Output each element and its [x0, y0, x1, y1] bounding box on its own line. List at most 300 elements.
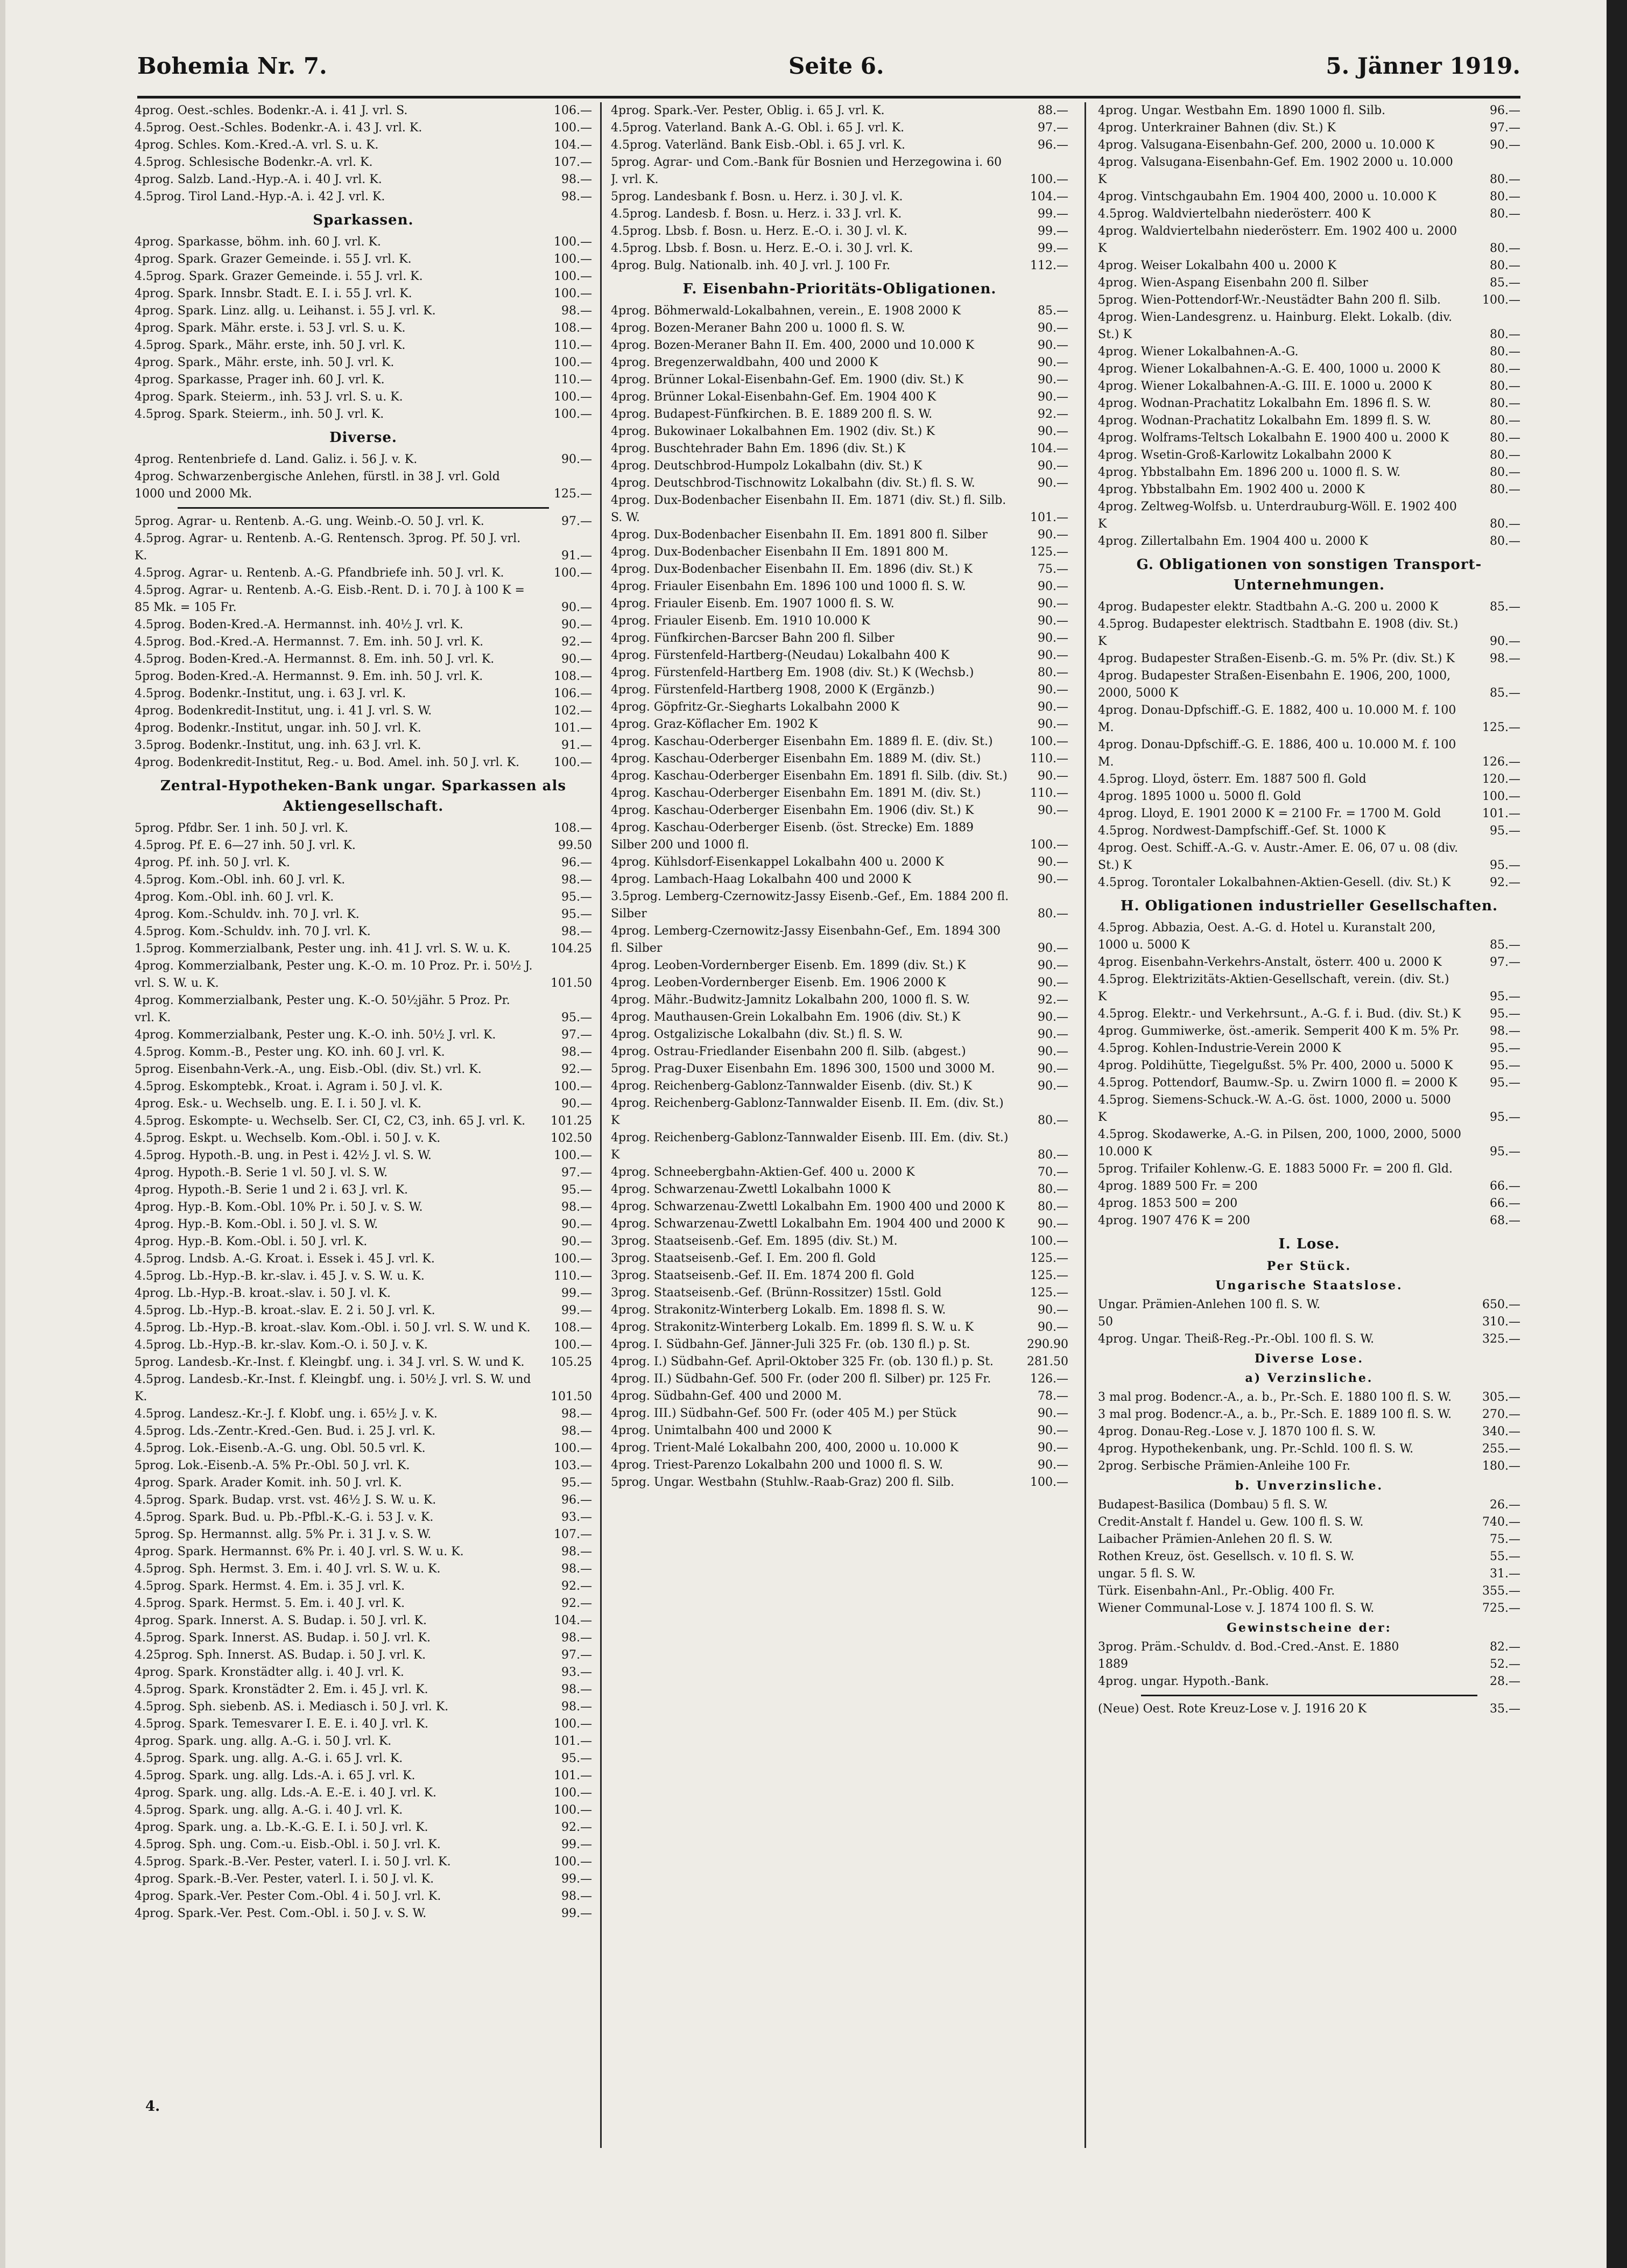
quote-value: 80.—: [1490, 173, 1520, 186]
security-name: 4prog. Strakonitz-Winterberg Lokalb. Em. 1899 fl. S. W. u. K: [611, 1321, 974, 1334]
listing-row: [1098, 1331, 1520, 1348]
security-name: 4prog. Wiener Lokalbahnen-A.-G.: [1098, 345, 1299, 359]
quote-value: 90.—: [1038, 631, 1068, 645]
listing-row: [135, 1027, 592, 1044]
security-name: 4.5prog. Agrar- u. Rentenb. A.-G. Eisb.-Rent. D. i. 70 J. à 100 K = 85 Mk. = 105 Fr.: [135, 584, 529, 614]
listing-row: [611, 1095, 1068, 1129]
quote-value: 101.—: [1482, 807, 1520, 820]
listing-row: [135, 1664, 592, 1681]
listing-row: [1098, 771, 1520, 788]
quote-value: 80.—: [1038, 666, 1068, 679]
security-name: 4prog. Valsugana-Eisenbahn-Gef. 200, 2000 u. 10.000 K: [1098, 138, 1435, 152]
security-name: 4prog. ungar. Hypoth.-Bank.: [1098, 1675, 1269, 1688]
listing-row: [135, 1233, 592, 1251]
security-name: 4.5prog. Elektr.- und Verkehrsunt., A.-G. f. i. Bud. (div. St.) K: [1098, 1007, 1461, 1021]
quote-value: 95.—: [1490, 1076, 1520, 1090]
listing-row: [135, 1423, 592, 1440]
listing-row: [1098, 919, 1520, 954]
listing-row: [135, 513, 592, 530]
quote-value: 98.—: [561, 1200, 592, 1214]
listing-row: [135, 1767, 592, 1785]
listing-row: [135, 565, 592, 582]
quote-value: 100.—: [554, 1786, 592, 1800]
listing-row: [611, 1422, 1068, 1440]
listing-row: [135, 1440, 592, 1457]
listing-row: [1098, 1583, 1520, 1600]
listing-row: [611, 440, 1068, 458]
listing-row: [1098, 464, 1520, 481]
listing-row: [1098, 188, 1520, 206]
security-name: 4prog. I. Südbahn-Gef. Jänner-Juli 325 Fr. (ob. 130 fl.) p. St.: [611, 1338, 970, 1351]
listing-row: [135, 268, 592, 285]
quote-value: 98.—: [561, 925, 592, 938]
listing-row: [135, 171, 592, 188]
listing-row: [1098, 1006, 1520, 1023]
security-name: 4prog. Donau-Reg.-Lose v. J. 1870 100 fl. S. W.: [1098, 1425, 1376, 1438]
security-name: 4prog. 1853 500 = 200: [1098, 1197, 1238, 1210]
security-name: 4.5prog. Spark. Steierm., inh. 50 J. vrl. K.: [135, 408, 384, 421]
section-rule: [1141, 1695, 1477, 1696]
listing-row: [611, 819, 1068, 854]
quote-value: 110.—: [554, 339, 592, 352]
quote-value: 650.—: [1482, 1298, 1520, 1311]
listing-row: [1098, 823, 1520, 840]
security-name: 4.5prog. Nordwest-Dampfschiff.-Gef. St. 1000 K: [1098, 824, 1386, 838]
listing-row: [611, 802, 1068, 819]
quote-value: 90.—: [1038, 804, 1068, 817]
listing-row: [1098, 1075, 1520, 1092]
quote-value: 92.—: [561, 1579, 592, 1593]
quote-value: 99.—: [1038, 207, 1068, 221]
quote-value: 98.—: [561, 1407, 592, 1421]
listing-row: [135, 102, 592, 120]
listing-row: [1098, 257, 1520, 275]
listing-row: [135, 1182, 592, 1199]
security-name: 4prog. Bodenkredit-Institut, ung. i. 41 J. vrl. S. W.: [135, 704, 432, 718]
security-name: 4prog. Ungar. Theiß-Reg.-Pr.-Obl. 100 fl. S. W.: [1098, 1332, 1375, 1346]
listing-row: [135, 703, 592, 720]
security-name: 4prog. Spark. Kronstädter allg. i. 40 J. vrl. K.: [135, 1666, 404, 1679]
quote-value: 90.—: [1038, 390, 1068, 404]
quote-value: 90.—: [1038, 321, 1068, 335]
listing-row: [611, 1216, 1068, 1233]
quote-value: 80.—: [1490, 362, 1520, 376]
quote-value: 90.—: [1490, 138, 1520, 152]
security-name: 4prog. Ybbstalbahn Em. 1902 400 u. 2000 K: [1098, 483, 1365, 496]
listing-row: [611, 1267, 1068, 1284]
security-name: 4.5prog. Waldviertelbahn niederösterr. 400 K: [1098, 207, 1371, 221]
quote-value: 290.90: [1027, 1338, 1068, 1351]
security-name: 50: [1098, 1315, 1113, 1329]
security-name: 4prog. Valsugana-Eisenbahn-Gef. Em. 1902 2000 u. 10.000 K: [1098, 156, 1457, 186]
listing-row: [1098, 616, 1520, 650]
page-left-edge: [0, 0, 5, 2268]
quote-value: 100.—: [554, 566, 592, 580]
security-name: 4prog. 1907 476 K = 200: [1098, 1214, 1250, 1227]
listing-row: [135, 889, 592, 906]
security-name: 4prog. Spark., Mähr. erste, inh. 50 J. vrl. K.: [135, 356, 395, 369]
quote-value: 95.—: [1490, 990, 1520, 1003]
security-name: Ungar. Prämien-Anlehen 100 fl. S. W.: [1098, 1298, 1321, 1311]
security-name: 4.5prog. Landesb.-Kr.-Inst. f. Kleingbf. ung. i. 50½ J. vrl. S. W. und K.: [135, 1373, 535, 1403]
quote-value: 90.—: [1038, 976, 1068, 989]
security-name: Wiener Communal-Lose v. J. 1874 100 fl. S. W.: [1098, 1602, 1375, 1615]
listing-row: [135, 337, 592, 354]
quote-value: 90.—: [1038, 373, 1068, 387]
security-name: 4prog. Bozen-Meraner Bahn II. Em. 400, 2000 und 10.000 K: [611, 339, 975, 352]
quote-value: 70.—: [1038, 1165, 1068, 1179]
listing-row: [1098, 668, 1520, 702]
listing-row: [1098, 874, 1520, 891]
security-name: 4prog. Böhmerwald-Lokalbahnen, verein., E. 1908 2000 K: [611, 304, 961, 318]
quote-value: 305.—: [1482, 1391, 1520, 1404]
security-name: 4.5prog. Budapester elektrisch. Stadtbahn E. 1908 (div. St.) K: [1098, 617, 1462, 648]
security-name: 4.5prog. Spark.-B.-Ver. Pester, vaterl. I. i. 50 J. vrl. K.: [135, 1855, 451, 1869]
listing-row: [611, 406, 1068, 423]
listing-row: [1098, 343, 1520, 361]
quote-value: 98.—: [561, 1683, 592, 1696]
security-name: 4.5prog. Schlesische Bodenkr.-A. vrl. K.: [135, 156, 373, 169]
listing-row: [611, 371, 1068, 389]
listing-row: [611, 102, 1068, 120]
listing-row: [135, 737, 592, 754]
quote-value: 92.—: [1038, 408, 1068, 421]
listing-row: [135, 1612, 592, 1630]
listing-row: [135, 1285, 592, 1302]
listing-row: [135, 1061, 592, 1078]
listing-row: [135, 137, 592, 154]
quote-value: 75.—: [1038, 563, 1068, 576]
quote-value: 90.—: [1038, 855, 1068, 869]
quote-value: 80.—: [1490, 466, 1520, 479]
listing-row: [611, 561, 1068, 578]
listing-row: [611, 768, 1068, 785]
quote-value: 99.—: [561, 1872, 592, 1886]
security-name: 4prog. Schwarzenbergische Anlehen, fürstl. in 38 J. vrl. Gold 1000 und 2000 Mk.: [135, 470, 504, 501]
quote-value: 103.—: [554, 1459, 592, 1472]
listing-row: [1098, 154, 1520, 188]
quote-value: 100.—: [554, 390, 592, 404]
quote-value: 92.—: [561, 635, 592, 649]
quote-value: 80.—: [1490, 535, 1520, 548]
security-name: 4prog. Triest-Parenzo Lokalbahn 200 und 1000 fl. S. W.: [611, 1458, 943, 1472]
security-name: 4prog. Lb.-Hyp.-B. kroat.-slav. i. 50 J. vl. K.: [135, 1287, 391, 1300]
quote-value: 99.50: [558, 839, 592, 852]
listing-row: [135, 530, 592, 565]
quote-value: 340.—: [1482, 1425, 1520, 1438]
security-name: 4.5prog. Spark. Budap. vrst. vst. 46½ J. S. W. u. K.: [135, 1493, 436, 1507]
security-name: 4prog. Rentenbriefe d. Land. Galiz. i. 56 J. v. K.: [135, 453, 418, 466]
quote-value: 90.—: [1038, 1028, 1068, 1041]
listing-row: [135, 1319, 592, 1337]
listing-row: [611, 389, 1068, 406]
listing-row: [135, 1199, 592, 1216]
security-name: 3prog. Staatseisenb.-Gef. Em. 1895 (div. St.) M.: [611, 1234, 898, 1248]
security-name: 4.5prog. Lds.-Zentr.-Kred.-Gen. Bud. i. 25 J. vrl. K.: [135, 1424, 436, 1438]
security-name: 4prog. Deutschbrod-Tischnowitz Lokalbahn (div. St.) fl. S. W.: [611, 476, 975, 490]
security-name: 4prog. Budapester elektr. Stadtbahn A.-G. 200 u. 2000 K: [1098, 600, 1439, 614]
quote-value: 110.—: [554, 373, 592, 387]
security-name: 3.5prog. Bodenkr.-Institut, ung. inh. 63 J. vrl. K.: [135, 739, 421, 752]
listing-row: [611, 1181, 1068, 1198]
security-name: 4prog. Bodenkr.-Institut, ungar. inh. 50 J. vrl. K.: [135, 721, 421, 735]
quote-value: 92.—: [1038, 993, 1068, 1007]
quote-value: 66.—: [1490, 1197, 1520, 1210]
listing-row: [135, 1543, 592, 1561]
quote-value: 104.—: [554, 1614, 592, 1627]
listing-row: [1098, 447, 1520, 464]
security-name: 4prog. Eisenbahn-Verkehrs-Anstalt, österr. 400 u. 2000 K: [1098, 956, 1442, 969]
listing-row: [135, 1733, 592, 1750]
listing-row: [135, 923, 592, 940]
security-name: 4.5prog. Torontaler Lokalbahnen-Aktien-Gesell. (div. St.) K: [1098, 876, 1451, 889]
security-name: 4prog. Schles. Kom.-Kred.-A. vrl. S. u. K.: [135, 138, 379, 152]
security-name: 5prog. Ungar. Westbahn (Stuhlw.-Raab-Graz) 200 fl. Silb.: [611, 1476, 954, 1489]
listing-row: [1098, 1406, 1520, 1423]
listing-row: [1098, 1600, 1520, 1617]
security-name: 4.5prog. Sph. Hermst. 3. Em. i. 40 J. vrl. S. W. u. K.: [135, 1562, 441, 1576]
quote-value: 93.—: [561, 1666, 592, 1679]
quote-value: 95.—: [561, 1011, 592, 1024]
listing-row: [1098, 971, 1520, 1006]
listing-row: [1098, 599, 1520, 616]
quote-value: 80.—: [1038, 1114, 1068, 1127]
quote-value: 90.—: [1038, 580, 1068, 593]
column-3: [1098, 102, 1520, 2148]
listing-row: [1098, 1497, 1520, 1514]
security-name: 4.5prog. Lb.-Hyp.-B. kr.-slav. Kom.-O. i. 50 J. v. K.: [135, 1338, 428, 1352]
quote-value: 98.—: [561, 873, 592, 887]
footer-mark: 4.: [145, 2098, 160, 2115]
security-name: 4prog. Spark. Hermannst. 6% Pr. i. 40 J. vrl. S. W. u. K.: [135, 1545, 464, 1558]
security-name: 4prog. Dux-Bodenbacher Eisenbahn II Em. 1891 800 M.: [611, 545, 948, 559]
quote-value: 95.—: [561, 1183, 592, 1197]
security-name: 1889: [1098, 1658, 1128, 1671]
quote-value: 108.—: [554, 670, 592, 683]
quote-value: 100.—: [1030, 1234, 1068, 1248]
listing-row: [1098, 1212, 1520, 1230]
listing-row: [611, 630, 1068, 647]
security-name: 4prog. Kaschau-Oderberger Eisenbahn Em. 1906 (div. St.) K: [611, 804, 974, 817]
security-name: 5prog. Boden-Kred.-A. Hermannst. 9. Em. inh. 50 J. vrl. K.: [135, 670, 483, 683]
quote-value: 126.—: [1030, 1372, 1068, 1386]
security-name: 4prog. Spark. Grazer Gemeinde. i. 55 J. vrl. K.: [135, 252, 412, 266]
listing-row: [611, 1319, 1068, 1336]
quote-value: 102.—: [554, 704, 592, 718]
security-name: 3prog. Staatseisenb.-Gef. (Brünn-Rossitzer) 15stl. Gold: [611, 1286, 942, 1300]
quote-value: 90.—: [1038, 942, 1068, 955]
listing-row: [135, 906, 592, 923]
quote-value: 80.—: [1038, 907, 1068, 921]
quote-value: 104.—: [1030, 442, 1068, 455]
security-name: 5prog. Wien-Pottendorf-Wr.-Neustädter Bahn 200 fl. Silb.: [1098, 293, 1441, 307]
listing-row: [135, 616, 592, 634]
listing-row: [611, 1284, 1068, 1302]
quote-value: 98.—: [561, 173, 592, 186]
quote-value: 55.—: [1490, 1550, 1520, 1563]
quote-value: 90.—: [1038, 597, 1068, 610]
security-name: (Neue) Oest. Rote Kreuz-Lose v. J. 1916 20 K: [1098, 1702, 1367, 1716]
security-name: 4prog. Spark.-Ver. Pester Com.-Obl. 4 i. 50 J. vrl. K.: [135, 1890, 441, 1903]
quote-value: 90.—: [1038, 1010, 1068, 1024]
security-name: 4.5prog. Komm.-B., Pester ung. KO. inh. 60 J. vrl. K.: [135, 1045, 445, 1059]
listing-row: [135, 120, 592, 137]
quote-value: 100.—: [554, 1717, 592, 1731]
subsection-heading: Diverse Lose.: [1254, 1352, 1364, 1366]
security-name: 5prog. Eisenbahn-Verk.-A., ung. Eisb.-Obl. (div. St.) vrl. K.: [135, 1063, 482, 1076]
listing-row: [135, 1337, 592, 1354]
quote-value: 90.—: [561, 1235, 592, 1248]
listing-row: [135, 371, 592, 389]
security-name: 4prog. Spark. Steierm., inh. 53 J. vrl. S. u. K.: [135, 390, 403, 404]
security-name: 4prog. Budapester Straßen-Eisenb.-G. m. 5% Pr. (div. St.) K: [1098, 652, 1455, 665]
listing-row: [1098, 120, 1520, 137]
security-name: 4prog. Bodenkredit-Institut, Reg.- u. Bod. Amel. inh. 50 J. vrl. K.: [135, 756, 520, 769]
security-name: 4.5prog. Oest.-Schles. Bodenkr.-A. i. 43 J. vrl. K.: [135, 121, 422, 135]
quote-value: 80.—: [1490, 483, 1520, 496]
security-name: 4prog. Schwarzenau-Zwettl Lokalbahn 1000 K: [611, 1183, 891, 1196]
security-name: 4.5prog. Agrar- u. Rentenb. A.-G. Pfandbriefe inh. 50 J. vrl. K.: [135, 566, 504, 580]
listing-row: [1098, 1092, 1520, 1126]
listing-row: [611, 475, 1068, 492]
quote-value: 68.—: [1490, 1214, 1520, 1227]
security-name: Türk. Eisenbahn-Anl., Pr.-Oblig. 400 Fr.: [1098, 1584, 1335, 1598]
listing-row: [1098, 275, 1520, 292]
quote-value: 100.—: [554, 1338, 592, 1352]
security-name: 4prog. III.) Südbahn-Gef. 500 Fr. (oder 405 M.) per Stück: [611, 1407, 956, 1420]
quote-value: 100.—: [554, 408, 592, 421]
security-name: Laibacher Prämien-Anlehen 20 fl. S. W.: [1098, 1533, 1333, 1546]
quote-value: 90.—: [1038, 1441, 1068, 1455]
listing-row: [135, 1113, 592, 1130]
security-name: 4prog. Zillertalbahn Em. 1904 400 u. 2000 K: [1098, 535, 1368, 548]
security-name: 4.5prog. Elektrizitäts-Aktien-Gesellschaft, verein. (div. St.) K: [1098, 973, 1453, 1003]
security-name: 4prog. I.) Südbahn-Gef. April-Oktober 325 Fr. (ob. 130 fl.) p. St.: [611, 1355, 994, 1368]
security-name: 4prog. Budapester Straßen-Eisenbahn E. 1906, 200, 1000, 2000, 5000 K: [1098, 669, 1455, 700]
quote-value: 90.—: [1038, 718, 1068, 731]
listing-row: [611, 1353, 1068, 1371]
listing-row: [611, 337, 1068, 354]
security-name: 4prog. Ungar. Westbahn Em. 1890 1000 fl. Silb.: [1098, 104, 1386, 117]
security-name: 4.5prog. Vaterland. Bank A.-G. Obl. i. 65 J. vrl. K.: [611, 121, 905, 135]
security-name: 4prog. Unimtalbahn 400 und 2000 K: [611, 1424, 832, 1437]
quote-value: 102.50: [551, 1132, 592, 1145]
security-name: 4prog. Reichenberg-Gablonz-Tannwalder Eisenb. II. Em. (div. St.) K: [611, 1097, 1008, 1127]
security-name: 4prog. Donau-Dpfschiff.-G. E. 1886, 400 u. 10.000 M. f. 100 M.: [1098, 738, 1460, 769]
security-name: 4prog. Wodnan-Prachatitz Lokalbahn Em. 1899 fl. S. W.: [1098, 414, 1432, 427]
subsection-heading: Per Stück.: [1266, 1259, 1352, 1273]
listing-row: [611, 871, 1068, 888]
listing-row: [135, 1595, 592, 1612]
column-1: [135, 102, 592, 2148]
security-name: 4prog. Reichenberg-Gablonz-Tannwalder Eisenb. (div. St.) K: [611, 1079, 972, 1093]
listing-row: [611, 354, 1068, 371]
security-name: 4prog. Bregenzerwaldbahn, 400 und 2000 K: [611, 356, 878, 369]
security-name: 4.5prog. Spark. ung. allg. A.-G. i. 40 J. vrl. K.: [135, 1803, 403, 1817]
section-heading: F. Eisenbahn-Prioritäts-Obligationen.: [682, 281, 997, 297]
quote-value: 99.—: [1038, 224, 1068, 238]
security-name: 4prog. Brünner Lokal-Eisenbahn-Gef. Em. 1900 (div. St.) K: [611, 373, 964, 387]
listing-row: [1098, 498, 1520, 533]
security-name: 4prog. Kommerzialbank, Pester ung. K.-O. m. 10 Proz. Pr. i. 50½ J. vrl. S. W. u. K.: [135, 959, 537, 990]
security-name: 5prog. Trifailer Kohlenw.-G. E. 1883 5000 Fr. = 200 fl. Gld.: [1098, 1162, 1453, 1176]
quote-value: 52.—: [1490, 1658, 1520, 1671]
listing-row: [135, 1474, 592, 1492]
column-2: [611, 102, 1068, 2148]
listing-row: [135, 1716, 592, 1733]
quote-value: 90.—: [1038, 959, 1068, 972]
security-name: 5prog. Lok.-Eisenb.-A. 5% Pr.-Obl. 50 J. vrl. K.: [135, 1459, 410, 1472]
quote-value: 100.—: [1030, 735, 1068, 748]
quote-value: 92.—: [561, 1063, 592, 1076]
security-name: 4.5prog. Spark. ung. allg. Lds.-A. i. 65 J. vrl. K.: [135, 1769, 415, 1782]
quote-value: 90.—: [1038, 425, 1068, 438]
listing-row: [135, 1406, 592, 1423]
security-name: 4.5prog. Vaterländ. Bank Eisb.-Obl. i. 65 J. vrl. K.: [611, 138, 905, 152]
quote-value: 740.—: [1482, 1515, 1520, 1529]
quote-value: 112.—: [1030, 259, 1068, 272]
listing-row: [1098, 292, 1520, 309]
security-name: 4prog. Mähr.-Budwitz-Jamnitz Lokalbahn 200, 1000 fl. S. W.: [611, 993, 970, 1007]
quote-value: 98.—: [561, 1562, 592, 1576]
header-rule: [137, 96, 1520, 99]
quote-value: 100.—: [554, 1252, 592, 1266]
security-name: 4.5prog. Spark. Hermst. 5. Em. i. 40 J. vrl. K.: [135, 1597, 405, 1610]
security-name: 4.5prog. Lb.-Hyp.-B. kr.-slav. i. 45 J. v. S. W. u. K.: [135, 1269, 425, 1283]
quote-value: 100.—: [554, 1855, 592, 1869]
security-name: 4.5prog. Lndsb. A.-G. Kroat. i. Essek i. 45 J. vrl. K.: [135, 1252, 435, 1266]
quote-value: 66.—: [1490, 1179, 1520, 1193]
security-name: 4.5prog. Hypoth.-B. ung. in Pest i. 42½ J. vl. S. W.: [135, 1149, 432, 1162]
security-name: 4.5prog. Spark. Innerst. AS. Budap. i. 50 J. vrl. K.: [135, 1631, 431, 1645]
security-name: 4.5prog. Skodawerke, A.-G. in Pilsen, 200, 1000, 2000, 5000 10.000 K: [1098, 1128, 1465, 1158]
quote-value: 80.—: [1490, 345, 1520, 359]
quote-value: 100.—: [554, 356, 592, 369]
listing-row: [135, 251, 592, 268]
quote-value: 31.—: [1490, 1567, 1520, 1581]
quote-value: 80.—: [1038, 1200, 1068, 1213]
quote-value: 80.—: [1490, 190, 1520, 203]
security-name: 4prog. Dux-Bodenbacher Eisenbahn II. Em. 1871 (div. St.) fl. Silb. S. W.: [611, 494, 1010, 524]
listing-row: [611, 137, 1068, 154]
quote-value: 100.—: [1482, 790, 1520, 803]
listing-row: [135, 1492, 592, 1509]
security-name: 4prog. Hyp.-B. Kom.-Obl. i. 50 J. vl. S. W.: [135, 1218, 378, 1231]
listing-row: [1098, 1673, 1520, 1690]
listing-row: [1098, 1195, 1520, 1212]
security-name: 4prog. Kühlsdorf-Eisenkappel Lokalbahn 400 u. 2000 K: [611, 855, 944, 869]
security-name: 4prog. Spark. Arader Komit. inh. 50 J. vrl. K.: [135, 1476, 402, 1490]
listing-row: [611, 1302, 1068, 1319]
listing-row: [135, 1078, 592, 1096]
security-name: Credit-Anstalt f. Handel u. Gew. 100 fl. S. W.: [1098, 1515, 1364, 1529]
quote-value: 80.—: [1490, 242, 1520, 255]
listing-row: [611, 733, 1068, 750]
listing-row: [1098, 430, 1520, 447]
listing-row: [135, 1268, 592, 1285]
quote-value: 90.—: [1038, 476, 1068, 490]
security-name: 5prog. Prag-Duxer Eisenbahn Em. 1896 300, 1500 und 3000 M.: [611, 1062, 995, 1076]
listing-row: [611, 154, 1068, 188]
quote-value: 255.—: [1482, 1442, 1520, 1456]
security-name: 4.5prog. Spark. Grazer Gemeinde. i. 55 J. vrl. K.: [135, 270, 423, 283]
column-divider-1: [600, 102, 602, 2148]
security-name: 4prog. Göpfritz-Gr.-Siegharts Lokalbahn 2000 K: [611, 700, 899, 714]
quote-value: 100.—: [554, 1803, 592, 1817]
security-name: 4prog. Kom.-Obl. inh. 60 J. vrl. K.: [135, 890, 334, 904]
listing-row: [1098, 1701, 1520, 1718]
security-name: 2prog. Serbische Prämien-Anleihe 100 Fr.: [1098, 1459, 1351, 1473]
